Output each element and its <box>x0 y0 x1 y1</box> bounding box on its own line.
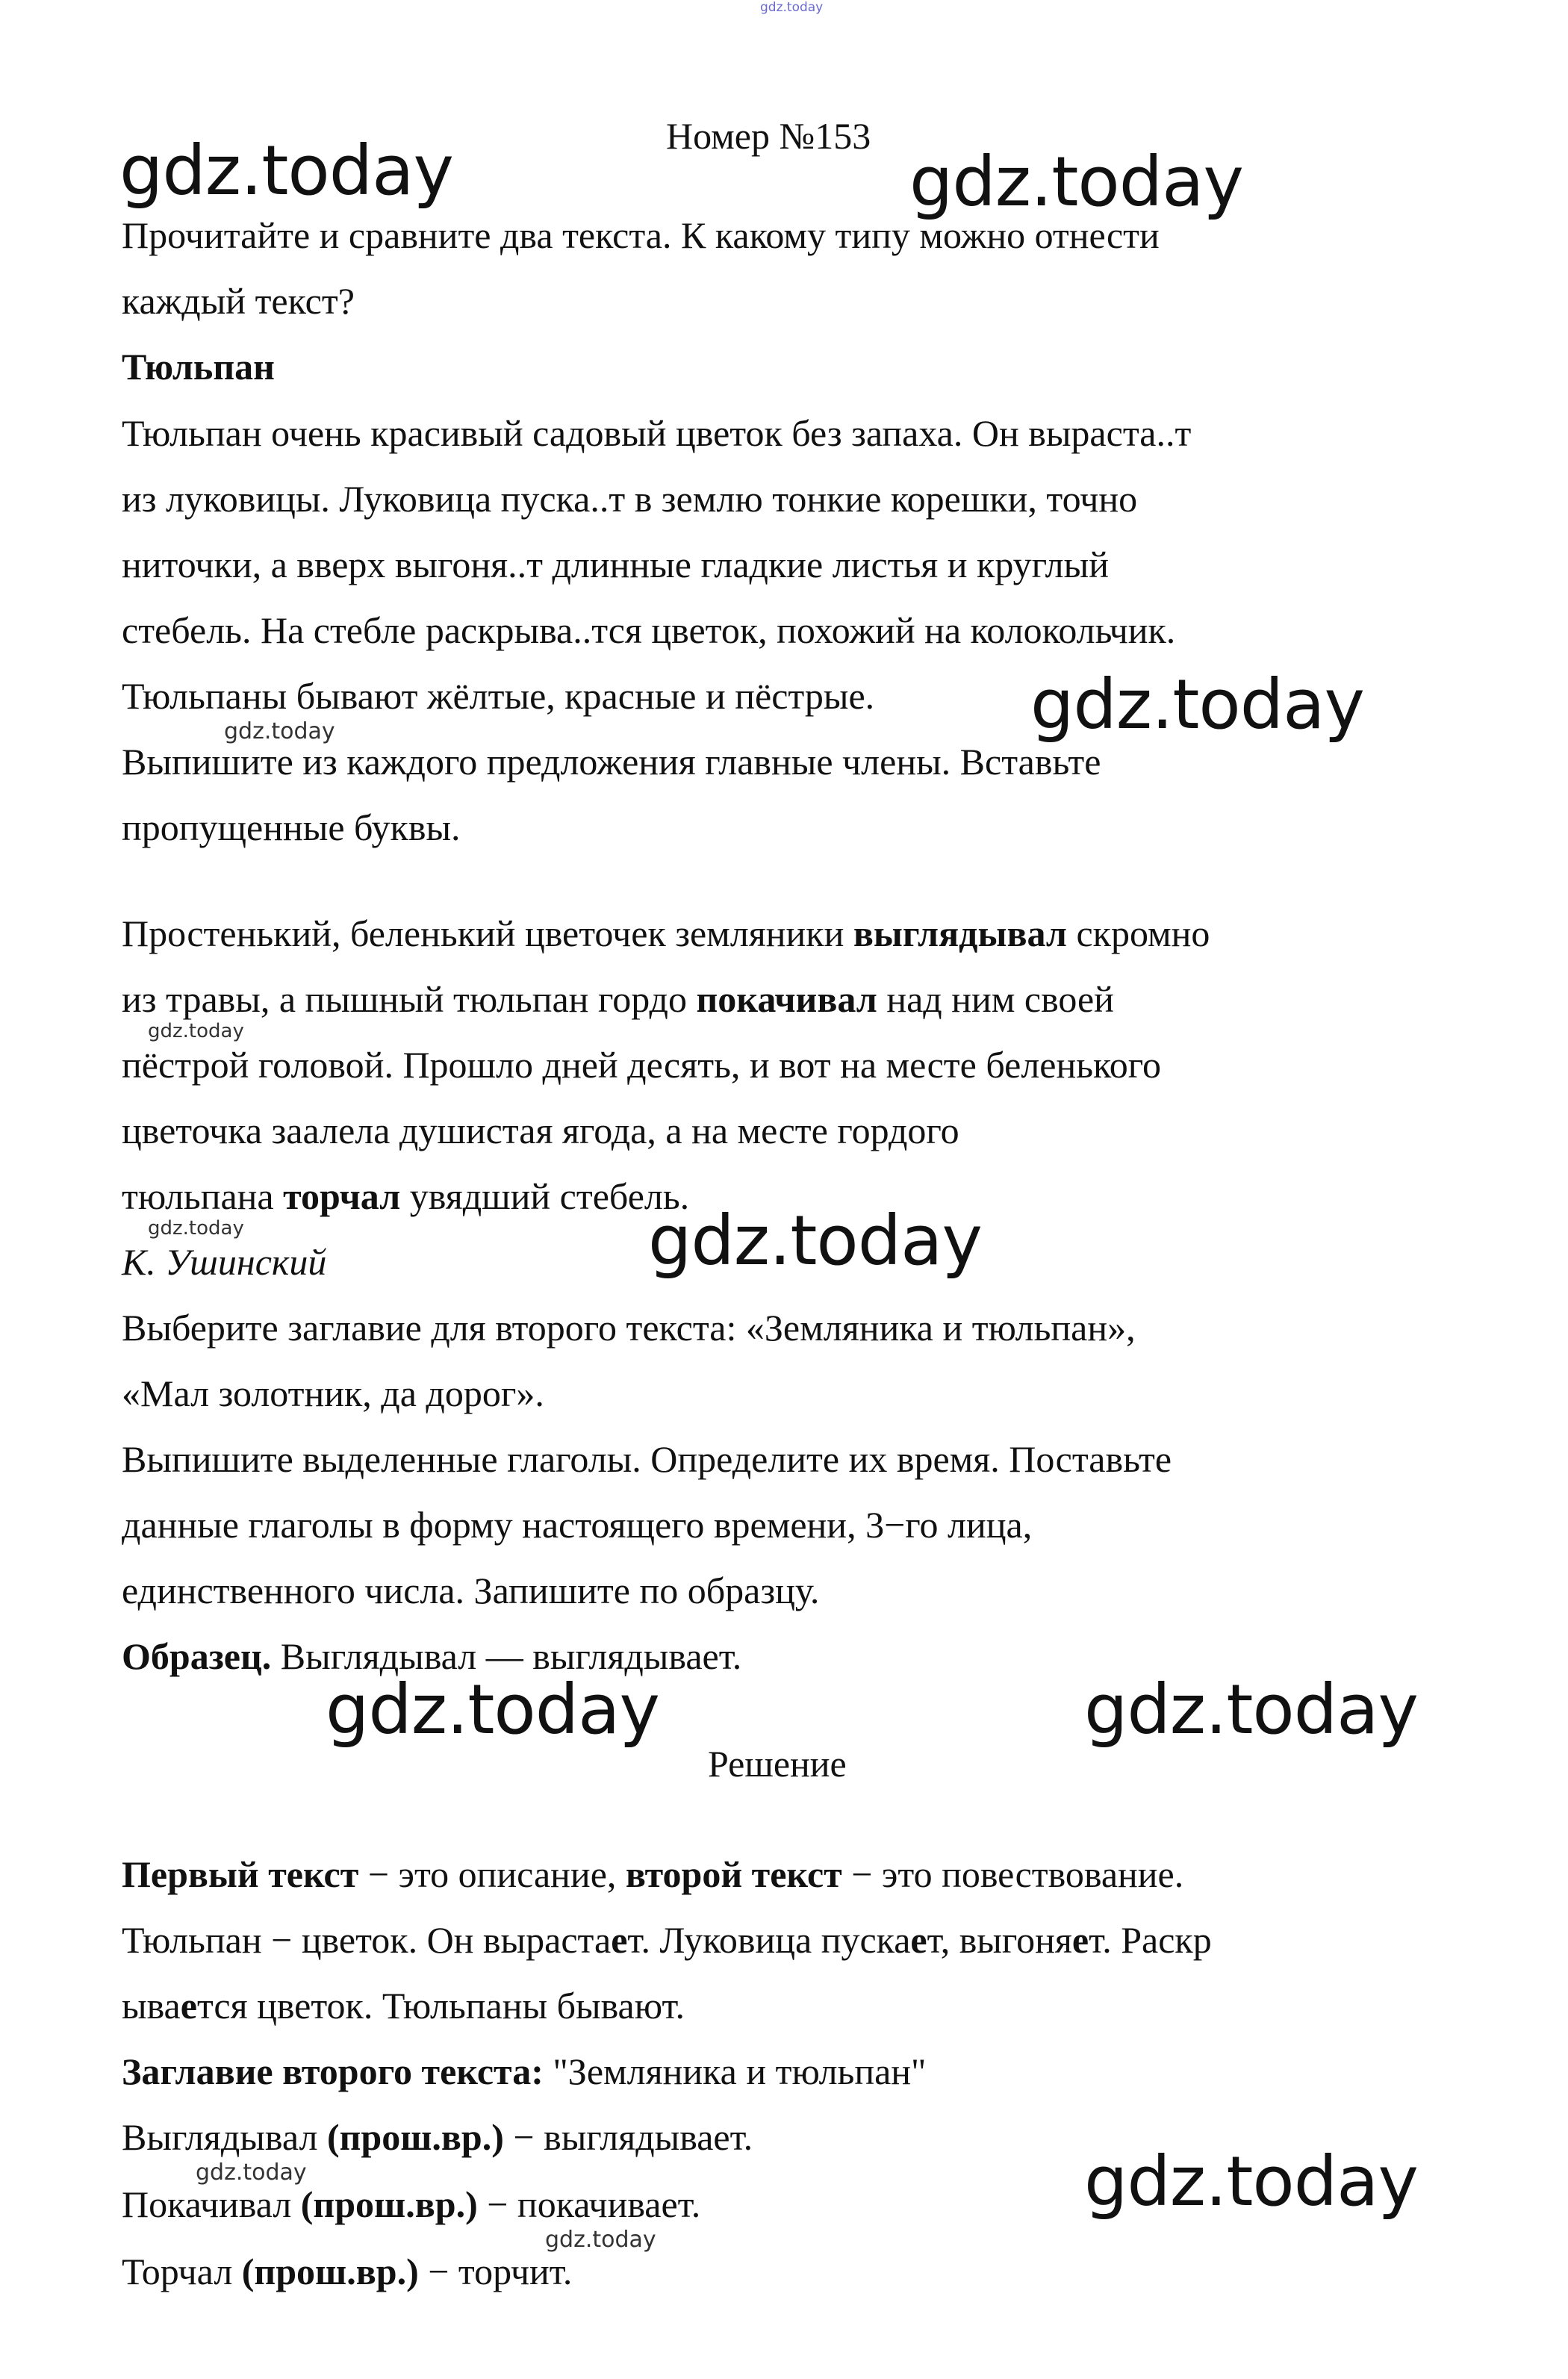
instruction-line: «Мал золотник, да дорог». <box>122 1372 544 1414</box>
watermark-small: gdz.today <box>148 1217 244 1240</box>
instruction-line: единственного числа. Запишите по образцу. <box>122 1570 820 1611</box>
verb-row: Покачивал (прош.вр.) − покачивает. <box>122 2183 701 2225</box>
text2-line: тюльпана торчал увядший стебель. <box>122 1175 690 1217</box>
solution-line: Первый текст − это описание, второй текст − это повествование. <box>122 1853 1184 1895</box>
text1-heading: Тюльпан <box>122 346 275 388</box>
task-intro-line: каждый текст? <box>122 280 355 322</box>
page-title: Номер №153 <box>666 115 871 157</box>
watermark-big: gdz.today <box>326 1670 659 1750</box>
text2-line: из травы, а пышный тюльпан гордо покачивал над ним своей <box>122 978 1114 1020</box>
instruction-line: данные глаголы в форму настоящего времени, 3−го лица, <box>122 1504 1033 1546</box>
sample: Образец. Выглядывал — выглядывает. <box>122 1635 742 1677</box>
solution-line: Тюльпан − цветок. Он вырастает. Луковица пускает, выгоняет. Раскр <box>122 1919 1212 1961</box>
author: К. Ушинский <box>122 1241 327 1283</box>
text1-line: стебель. На стебле раскрыва..тся цветок, похожий на колокольчик. <box>122 609 1176 651</box>
watermark-big: gdz.today <box>1030 665 1364 744</box>
text2-line: Простенький, беленький цветочек земляники выглядывал скромно <box>122 912 1210 954</box>
watermark-small: gdz.today <box>545 2227 656 2253</box>
watermark-tiny: gdz.today <box>760 0 824 15</box>
verb-row: Выглядывал (прош.вр.) − выглядывает. <box>122 2116 753 2158</box>
watermark-big: gdz.today <box>1084 2142 1418 2221</box>
solution-line: ывается цветок. Тюльпаны бывают. <box>122 1985 685 2027</box>
text1-line: ниточки, а вверх выгоня..т длинные гладкие листья и круглый <box>122 544 1109 585</box>
task-intro-line: Прочитайте и сравните два текста. К какому типу можно отнести <box>122 214 1160 256</box>
text1-line: Тюльпан очень красивый садовый цветок без запаха. Он выраста..т <box>122 412 1192 454</box>
verb-row: Торчал (прош.вр.) − торчит. <box>122 2251 573 2292</box>
watermark-big: gdz.today <box>119 131 453 211</box>
solution-line: Заглавие второго текста: "Земляника и тюльпан" <box>122 2050 927 2092</box>
watermark-big: gdz.today <box>1084 1670 1418 1750</box>
solution-heading: Решение <box>708 1743 847 1785</box>
instruction-line: Выберите заглавие для второго текста: «Земляника и тюльпан», <box>122 1307 1136 1349</box>
instruction-line: Выпишите из каждого предложения главные члены. Вставьте <box>122 741 1101 783</box>
text2-line: цветочка заалела душистая ягода, а на месте гордого <box>122 1110 959 1151</box>
watermark-big: gdz.today <box>909 142 1243 222</box>
text2-line: пёстрой головой. Прошло дней десять, и вот на месте беленького <box>122 1044 1162 1086</box>
watermark-small: gdz.today <box>148 1020 244 1042</box>
instruction-line: пропущенные буквы. <box>122 806 461 848</box>
instruction-line: Выпишите выделенные глаголы. Определите их время. Поставьте <box>122 1438 1172 1480</box>
watermark-small: gdz.today <box>196 2159 307 2186</box>
watermark-big: gdz.today <box>648 1201 982 1281</box>
text1-line: из луковицы. Луковица пуска..т в землю тонкие корешки, точно <box>122 478 1138 520</box>
text1-line: Тюльпаны бывают жёлтые, красные и пёстрые. <box>122 675 875 717</box>
watermark-small: gdz.today <box>224 718 335 744</box>
